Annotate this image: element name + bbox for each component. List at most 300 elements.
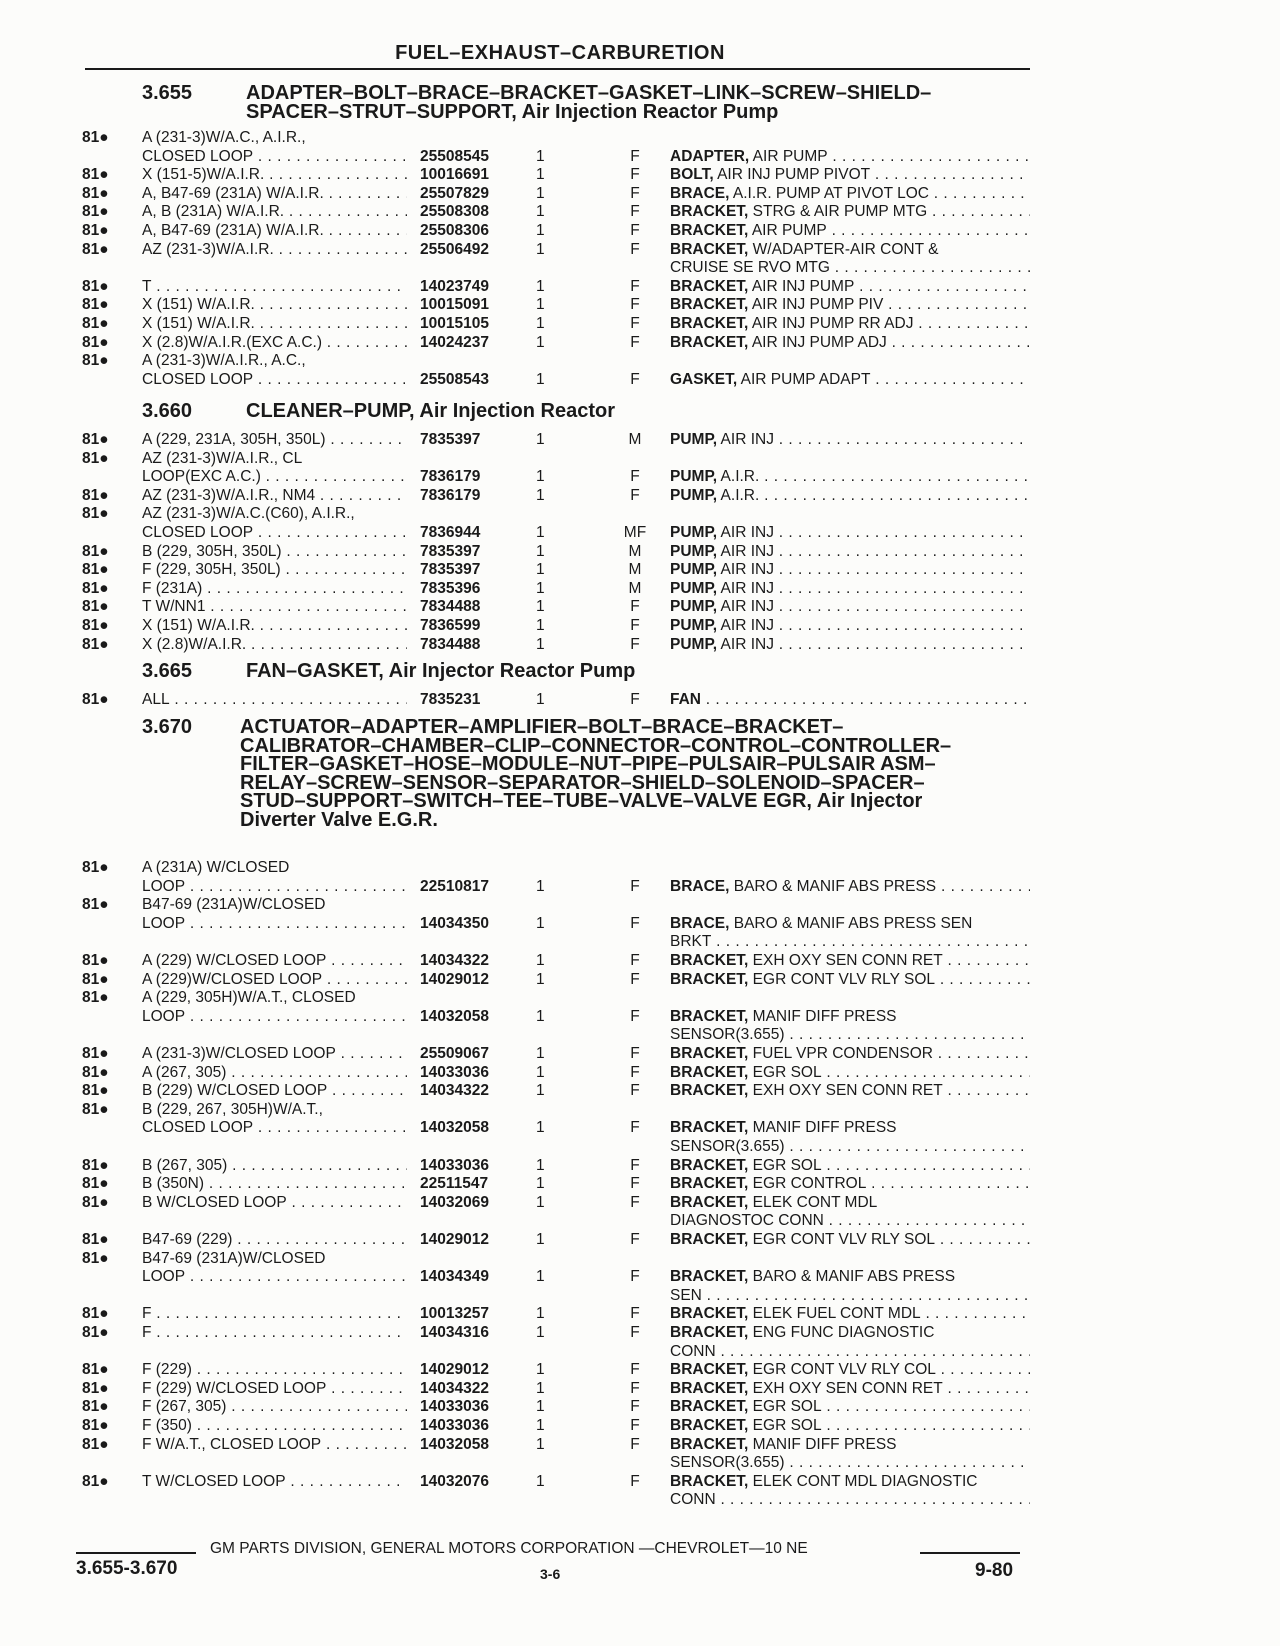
quantity: 1 xyxy=(536,333,545,351)
part-number: 25508545 xyxy=(420,147,489,165)
application-description: A (231-3)W/CLOSED LOOP . . . xyxy=(142,1044,407,1063)
source-code: F xyxy=(630,370,640,388)
source-code: F xyxy=(630,1007,640,1025)
application-description: A (267, 305) . . . xyxy=(142,1063,407,1082)
source-code: F xyxy=(630,1175,640,1193)
application-description: X (2.8)W/A.I.R.(EXC A.C.) . . . xyxy=(142,333,407,352)
part-number: 25507829 xyxy=(420,184,489,202)
part-name: CONN . . . xyxy=(670,1490,1030,1509)
part-number: 7836599 xyxy=(420,617,481,634)
quantity: 1 xyxy=(536,315,545,332)
application-description: CLOSED LOOP . . . xyxy=(142,523,407,542)
application-description: X (151) W/A.I.R. . . . xyxy=(142,314,407,333)
part-name: PUMP, AIR INJ . . . xyxy=(670,616,1030,635)
application-description: A (229, 305H)W/A.T., CLOSED xyxy=(142,989,356,1007)
section-title-line: SPACER–STRUT–SUPPORT, Air Injection Reactor Pump xyxy=(246,100,779,123)
source-code: F xyxy=(630,166,640,184)
part-name: BRACKET, ENG FUNC DIAGNOSTIC xyxy=(670,1324,935,1341)
application-description: F (229) W/CLOSED LOOP . . . xyxy=(142,1379,407,1398)
part-name: BRACKET, BARO & MANIF ABS PRESS xyxy=(670,1268,956,1286)
part-name: SENSOR(3.655) . . . xyxy=(670,1137,1030,1156)
part-number: 14024237 xyxy=(420,333,489,351)
part-name: BRACE, BARO & MANIF ABS PRESS . . . xyxy=(670,877,1030,896)
application-description: X (151-5)W/A.I.R. . . . xyxy=(142,165,407,184)
part-number: 10015105 xyxy=(420,315,489,332)
part-name: BRACKET, EGR SOL . . . xyxy=(670,1397,1030,1416)
part-number: 14034322 xyxy=(420,952,489,969)
quantity: 1 xyxy=(536,296,545,314)
part-name: PUMP, AIR INJ . . . xyxy=(670,635,1030,654)
source-code: F xyxy=(630,1268,640,1286)
quantity: 1 xyxy=(536,1119,545,1137)
quantity: 1 xyxy=(536,1361,545,1379)
application-description: B47-69 (231A)W/CLOSED xyxy=(142,896,326,914)
application-description: A (229) W/CLOSED LOOP . . . xyxy=(142,951,407,970)
footer-date: 9-80 xyxy=(975,1560,1014,1581)
quantity: 1 xyxy=(536,1045,545,1062)
part-number: 10013257 xyxy=(420,1305,489,1323)
application-description: ALL . . . xyxy=(142,690,407,709)
source-code: F xyxy=(630,1398,640,1416)
quantity: 1 xyxy=(536,635,545,653)
part-name: PUMP, AIR INJ . . . xyxy=(670,542,1030,561)
model-year-code: 81● xyxy=(82,1472,109,1490)
application-description: T W/NN1 . . . xyxy=(142,597,407,616)
quantity: 1 xyxy=(536,277,545,295)
application-description: B W/CLOSED LOOP . . . xyxy=(142,1193,407,1212)
source-code: F xyxy=(630,277,640,295)
source-code: F xyxy=(630,1417,640,1434)
footer-rule-left xyxy=(76,1552,196,1554)
application-description: B (229, 305H, 350L) . . . xyxy=(142,542,407,561)
part-name: PUMP, A.I.R. . . . xyxy=(670,486,1030,505)
part-number: 14033036 xyxy=(420,1063,489,1081)
quantity: 1 xyxy=(536,542,545,560)
page-header-title: FUEL–EXHAUST–CARBURETION xyxy=(395,42,725,64)
source-code: F xyxy=(630,1472,640,1490)
quantity: 1 xyxy=(536,1268,545,1286)
quantity: 1 xyxy=(536,431,545,448)
application-description: LOOP . . . xyxy=(142,1007,407,1026)
quantity: 1 xyxy=(536,1063,545,1081)
part-name: CONN . . . xyxy=(670,1342,1030,1361)
source-code: M xyxy=(628,431,642,448)
source-code: F xyxy=(630,486,640,504)
part-number: 14029012 xyxy=(420,970,489,988)
source-code: F xyxy=(630,468,640,486)
source-code: F xyxy=(630,1045,640,1062)
part-number: 25508543 xyxy=(420,370,489,388)
model-year-code: 81● xyxy=(82,1045,109,1062)
part-number: 14032076 xyxy=(420,1472,489,1490)
application-description: X (151) W/A.I.R. . . . xyxy=(142,616,407,635)
application-description: F (231A) . . . xyxy=(142,579,407,598)
quantity: 1 xyxy=(536,1324,545,1341)
part-number: 7835231 xyxy=(420,691,481,708)
source-code: M xyxy=(628,561,642,579)
part-number: 14029012 xyxy=(420,1231,489,1248)
section-number: 3.660 xyxy=(142,400,193,422)
section-number: 3.670 xyxy=(142,716,193,738)
source-code: F xyxy=(630,315,640,332)
part-number: 7834488 xyxy=(420,598,481,616)
footer-page-number: 3-6 xyxy=(540,1566,561,1582)
section-title-suffix: Air Injection Reactor Pump xyxy=(516,100,779,123)
part-name: PUMP, AIR INJ . . . xyxy=(670,523,1030,542)
part-number: 14032069 xyxy=(420,1193,489,1211)
model-year-code: 81● xyxy=(82,1398,109,1416)
part-name: GASKET, AIR PUMP ADAPT . . . xyxy=(670,370,1030,389)
application-description: A (231-3)W/A.C., A.I.R., xyxy=(142,129,306,146)
quantity: 1 xyxy=(536,1156,545,1174)
model-year-code: 81● xyxy=(82,896,109,914)
source-code: F xyxy=(630,1156,640,1174)
model-year-code: 81● xyxy=(82,505,109,523)
part-name: BRKT . . . xyxy=(670,932,1030,951)
model-year-code: 81● xyxy=(82,952,109,969)
model-year-code: 81● xyxy=(82,1249,109,1267)
quantity: 1 xyxy=(536,970,545,988)
model-year-code: 81● xyxy=(82,1305,109,1323)
application-description: B (267, 305) . . . xyxy=(142,1156,407,1175)
model-year-code: 81● xyxy=(82,184,109,202)
part-name: BRACKET, EGR SOL . . . xyxy=(670,1063,1030,1082)
source-code: F xyxy=(630,1361,640,1379)
part-number: 14034322 xyxy=(420,1379,489,1397)
part-number: 25509067 xyxy=(420,1045,489,1062)
part-name: PUMP, AIR INJ . . . xyxy=(670,597,1030,616)
model-year-code: 81● xyxy=(82,598,109,616)
quantity: 1 xyxy=(536,1472,545,1490)
footer-publisher: GM PARTS DIVISION, GENERAL MOTORS CORPORATION —CHEVROLET—10 NE xyxy=(210,1540,808,1557)
application-description: F . . . xyxy=(142,1323,407,1342)
source-code: F xyxy=(630,952,640,969)
model-year-code: 81● xyxy=(82,486,109,504)
part-name: BRACKET, AIR INJ PUMP RR ADJ . . . xyxy=(670,314,1030,333)
part-number: 22510817 xyxy=(420,877,489,895)
part-number: 22511547 xyxy=(420,1175,489,1193)
quantity: 1 xyxy=(536,1379,545,1397)
part-number: 14034322 xyxy=(420,1082,489,1100)
part-name: PUMP, A.I.R. . . . xyxy=(670,467,1030,486)
source-code: F xyxy=(630,240,640,258)
part-name: SENSOR(3.655) . . . xyxy=(670,1025,1030,1044)
part-name: BRACKET, EGR CONT VLV RLY SOL . . . xyxy=(670,970,1030,989)
quantity: 1 xyxy=(536,1305,545,1323)
part-name: BRACKET, AIR INJ PUMP ADJ . . . xyxy=(670,333,1030,352)
section-title-line: CLEANER–PUMP, Air Injection Reactor xyxy=(246,400,615,422)
application-description: X (2.8)W/A.I.R. . . . xyxy=(142,635,407,654)
part-name: BRACKET, AIR PUMP . . . xyxy=(670,221,1030,240)
model-year-code: 81● xyxy=(82,1324,109,1341)
model-year-code: 81● xyxy=(82,1156,109,1174)
quantity: 1 xyxy=(536,203,545,221)
part-number: 14034316 xyxy=(420,1324,489,1341)
model-year-code: 81● xyxy=(82,561,109,579)
application-description: LOOP . . . xyxy=(142,1267,407,1286)
source-code: F xyxy=(630,1082,640,1100)
quantity: 1 xyxy=(536,1082,545,1100)
part-name: BRACKET, EGR SOL . . . xyxy=(670,1416,1030,1435)
source-code: F xyxy=(630,147,640,165)
section-title-suffix: Air Injector Reactor Pump xyxy=(383,660,636,682)
source-code: F xyxy=(630,635,640,653)
quantity: 1 xyxy=(536,1417,545,1434)
part-number: 14032058 xyxy=(420,1435,489,1453)
part-number: 7834488 xyxy=(420,635,481,653)
application-description: T . . . xyxy=(142,277,407,296)
part-name: BRACKET, EXH OXY SEN CONN RET . . . xyxy=(670,1379,1030,1398)
part-number: 7835397 xyxy=(420,561,481,579)
source-code: F xyxy=(630,1193,640,1211)
model-year-code: 81● xyxy=(82,1100,109,1118)
section-title-line: FILTER–GASKET–HOSE–MODULE–NUT–PIPE–PULSAIR–PULSAIR ASM– xyxy=(240,753,936,775)
model-year-code: 81● xyxy=(82,296,109,314)
application-description: F W/A.T., CLOSED LOOP . . . xyxy=(142,1435,407,1454)
quantity: 1 xyxy=(536,1175,545,1193)
model-year-code: 81● xyxy=(82,277,109,295)
header-rule xyxy=(85,68,1030,70)
source-code: F xyxy=(630,296,640,314)
section-title-line: RELAY–SCREW–SENSOR–SEPARATOR–SHIELD–SOLENOID–SPACER– xyxy=(240,771,925,794)
source-code: F xyxy=(630,333,640,351)
quantity: 1 xyxy=(536,468,545,486)
source-code: F xyxy=(630,691,640,708)
model-year-code: 81● xyxy=(82,617,109,634)
part-name: CRUISE SE RVO MTG . . . xyxy=(670,258,1030,277)
part-name: BRACKET, AIR INJ PUMP . . . xyxy=(670,277,1030,296)
quantity: 1 xyxy=(536,914,545,932)
part-name: SEN . . . xyxy=(670,1286,1030,1305)
quantity: 1 xyxy=(536,166,545,184)
part-number: 7835396 xyxy=(420,579,481,597)
application-description: LOOP(EXC A.C.) . . . xyxy=(142,467,407,486)
application-description: F (229, 305H, 350L) . . . xyxy=(142,560,407,579)
quantity: 1 xyxy=(536,240,545,258)
quantity: 1 xyxy=(536,561,545,579)
model-year-code: 81● xyxy=(82,166,109,184)
application-description: T W/CLOSED LOOP . . . xyxy=(142,1472,407,1491)
part-name: BOLT, AIR INJ PUMP PIVOT . . . xyxy=(670,165,1030,184)
model-year-code: 81● xyxy=(82,240,109,258)
source-code: F xyxy=(630,970,640,988)
application-description: CLOSED LOOP . . . xyxy=(142,370,407,389)
part-name: BRACKET, EGR SOL . . . xyxy=(670,1156,1030,1175)
source-code: F xyxy=(630,1379,640,1397)
part-number: 25506492 xyxy=(420,240,489,258)
application-description: B47-69 (231A)W/CLOSED xyxy=(142,1249,326,1267)
application-description: A (231-3)W/A.I.R., A.C., xyxy=(142,352,306,370)
part-number: 14032058 xyxy=(420,1007,489,1025)
section-title-line: ADAPTER–BOLT–BRACE–BRACKET–GASKET–LINK–SCREW–SHIELD– xyxy=(246,82,932,104)
part-name: ADAPTER, AIR PUMP . . . xyxy=(670,147,1030,166)
application-description: A, B47-69 (231A) W/A.I.R. . . . xyxy=(142,221,407,240)
part-number: 10015091 xyxy=(420,296,489,314)
application-description: CLOSED LOOP . . . xyxy=(142,1118,407,1137)
part-number: 7836179 xyxy=(420,486,481,504)
part-name: BRACKET, ELEK CONT MDL xyxy=(670,1193,878,1211)
source-code: F xyxy=(630,1324,640,1341)
section-title-line: STUD–SUPPORT–SWITCH–TEE–TUBE–VALVE–VALVE EGR, Air Injector xyxy=(240,790,923,812)
application-description: A (229, 231A, 305H, 350L) . . . xyxy=(142,430,407,449)
quantity: 1 xyxy=(536,598,545,616)
application-description: B47-69 (229) . . . xyxy=(142,1230,407,1249)
part-number: 25508308 xyxy=(420,203,489,221)
part-name: BRACKET, MANIF DIFF PRESS xyxy=(670,1119,897,1137)
part-number: 7836944 xyxy=(420,524,481,541)
application-description: AZ (231-3)W/A.I.R. . . . xyxy=(142,240,407,259)
part-number: 14033036 xyxy=(420,1398,489,1416)
quantity: 1 xyxy=(536,1193,545,1211)
quantity: 1 xyxy=(536,1435,545,1453)
model-year-code: 81● xyxy=(82,333,109,351)
model-year-code: 81● xyxy=(82,222,109,239)
model-year-code: 81● xyxy=(82,129,109,146)
application-description: A, B (231A) W/A.I.R. . . . xyxy=(142,202,407,221)
application-description: A, B47-69 (231A) W/A.I.R. . . . xyxy=(142,184,407,203)
application-description: X (151) W/A.I.R. . . . xyxy=(142,295,407,314)
model-year-code: 81● xyxy=(82,579,109,597)
application-description: F (229) . . . xyxy=(142,1360,407,1379)
part-name: BRACKET, AIR INJ PUMP PIV . . . xyxy=(670,295,1030,314)
source-code: F xyxy=(630,914,640,932)
part-number: 7835397 xyxy=(420,542,481,560)
model-year-code: 81● xyxy=(82,352,109,370)
application-description: A (231A) W/CLOSED xyxy=(142,859,290,876)
application-description: A (229)W/CLOSED LOOP . . . xyxy=(142,970,407,989)
model-year-code: 81● xyxy=(82,1193,109,1211)
part-name: BRACKET, MANIF DIFF PRESS xyxy=(670,1007,897,1025)
application-description: F . . . xyxy=(142,1304,407,1323)
part-name: PUMP, AIR INJ . . . xyxy=(670,430,1030,449)
model-year-code: 81● xyxy=(82,1417,109,1434)
source-code: F xyxy=(630,1231,640,1248)
section-number: 3.655 xyxy=(142,82,193,104)
part-name: SENSOR(3.655) . . . xyxy=(670,1453,1030,1472)
application-description: LOOP . . . xyxy=(142,914,407,933)
source-code: F xyxy=(630,203,640,221)
model-year-code: 81● xyxy=(82,691,109,708)
part-number: 7836179 xyxy=(420,468,481,486)
quantity: 1 xyxy=(536,952,545,969)
quantity: 1 xyxy=(536,877,545,895)
model-year-code: 81● xyxy=(82,1361,109,1379)
section-title-line: CALIBRATOR–CHAMBER–CLIP–CONNECTOR–CONTROL–CONTROLLER– xyxy=(240,734,952,757)
part-name: PUMP, AIR INJ . . . xyxy=(670,560,1030,579)
part-number: 14023749 xyxy=(420,277,489,295)
source-code: F xyxy=(630,1435,640,1453)
model-year-code: 81● xyxy=(82,1379,109,1397)
part-number: 14029012 xyxy=(420,1361,489,1379)
application-description: AZ (231-3)W/A.I.R., CL xyxy=(142,449,303,467)
model-year-code: 81● xyxy=(82,989,109,1007)
part-number: 7835397 xyxy=(420,431,481,448)
section-title-line: FAN–GASKET, Air Injector Reactor Pump xyxy=(246,660,636,682)
part-name: BRACKET, W/ADAPTER-AIR CONT & xyxy=(670,240,939,258)
part-name: BRACKET, ELEK CONT MDL DIAGNOSTIC xyxy=(670,1472,978,1490)
part-name: BRACKET, EXH OXY SEN CONN RET . . . xyxy=(670,951,1030,970)
part-name: BRACKET, EGR CONTROL . . . xyxy=(670,1174,1030,1193)
source-code: M xyxy=(628,579,642,597)
application-description: B (229, 267, 305H)W/A.T., xyxy=(142,1100,323,1118)
source-code: F xyxy=(630,222,640,239)
part-number: 10016691 xyxy=(420,166,489,184)
part-name: BRACKET, ELEK FUEL CONT MDL . . . xyxy=(670,1304,1030,1323)
section-title-line: Diverter Valve E.G.R. xyxy=(240,808,438,831)
model-year-code: 81● xyxy=(82,859,109,876)
model-year-code: 81● xyxy=(82,542,109,560)
model-year-code: 81● xyxy=(82,1082,109,1100)
source-code: M xyxy=(628,542,642,560)
model-year-code: 81● xyxy=(82,970,109,988)
application-description: AZ (231-3)W/A.I.R., NM4 . . . xyxy=(142,486,407,505)
source-code: F xyxy=(630,598,640,616)
section-number: 3.665 xyxy=(142,660,193,682)
quantity: 1 xyxy=(536,1231,545,1248)
part-name: BRACE, A.I.R. PUMP AT PIVOT LOC . . . xyxy=(670,184,1030,203)
quantity: 1 xyxy=(536,617,545,634)
quantity: 1 xyxy=(536,486,545,504)
part-name: FAN . . . xyxy=(670,690,1030,709)
part-name: BRACKET, EGR CONT VLV RLY SOL . . . xyxy=(670,1230,1030,1249)
part-number: 25508306 xyxy=(420,222,489,239)
quantity: 1 xyxy=(536,524,545,541)
quantity: 1 xyxy=(536,579,545,597)
model-year-code: 81● xyxy=(82,203,109,221)
part-number: 14034349 xyxy=(420,1268,489,1286)
part-number: 14032058 xyxy=(420,1119,489,1137)
application-description: AZ (231-3)W/A.C.(C60), A.I.R., xyxy=(142,505,355,523)
section-title-suffix: Air Injector xyxy=(811,790,923,812)
application-description: B (350N) . . . xyxy=(142,1174,407,1193)
application-description: B (229) W/CLOSED LOOP . . . xyxy=(142,1081,407,1100)
model-year-code: 81● xyxy=(82,449,109,467)
quantity: 1 xyxy=(536,147,545,165)
footer-section-range: 3.655-3.670 xyxy=(76,1558,178,1579)
part-number: 14034350 xyxy=(420,914,489,932)
application-description: F (350) . . . xyxy=(142,1416,407,1435)
part-name: BRACKET, EXH OXY SEN CONN RET . . . xyxy=(670,1081,1030,1100)
source-code: F xyxy=(630,617,640,634)
application-description: F (267, 305) . . . xyxy=(142,1397,407,1416)
source-code: F xyxy=(630,1063,640,1081)
model-year-code: 81● xyxy=(82,431,109,448)
part-name: BRACE, BARO & MANIF ABS PRESS SEN xyxy=(670,914,973,932)
model-year-code: 81● xyxy=(82,1175,109,1193)
quantity: 1 xyxy=(536,1398,545,1416)
source-code: F xyxy=(630,1119,640,1137)
application-description: CLOSED LOOP . . . xyxy=(142,147,407,166)
quantity: 1 xyxy=(536,222,545,239)
quantity: 1 xyxy=(536,370,545,388)
part-name: BRACKET, FUEL VPR CONDENSOR . . . xyxy=(670,1044,1030,1063)
part-number: 14033036 xyxy=(420,1156,489,1174)
quantity: 1 xyxy=(536,184,545,202)
model-year-code: 81● xyxy=(82,1435,109,1453)
model-year-code: 81● xyxy=(82,635,109,653)
part-name: BRACKET, STRG & AIR PUMP MTG . . . xyxy=(670,202,1030,221)
section-title-suffix: Air Injection Reactor xyxy=(414,400,615,422)
quantity: 1 xyxy=(536,691,545,708)
source-code: MF xyxy=(623,524,647,541)
model-year-code: 81● xyxy=(82,1231,109,1248)
model-year-code: 81● xyxy=(82,1063,109,1081)
part-name: DIAGNOSTOC CONN . . . xyxy=(670,1211,1030,1230)
source-code: F xyxy=(630,1305,640,1323)
model-year-code: 81● xyxy=(82,315,109,332)
part-number: 14033036 xyxy=(420,1417,489,1434)
application-description: LOOP . . . xyxy=(142,877,407,896)
